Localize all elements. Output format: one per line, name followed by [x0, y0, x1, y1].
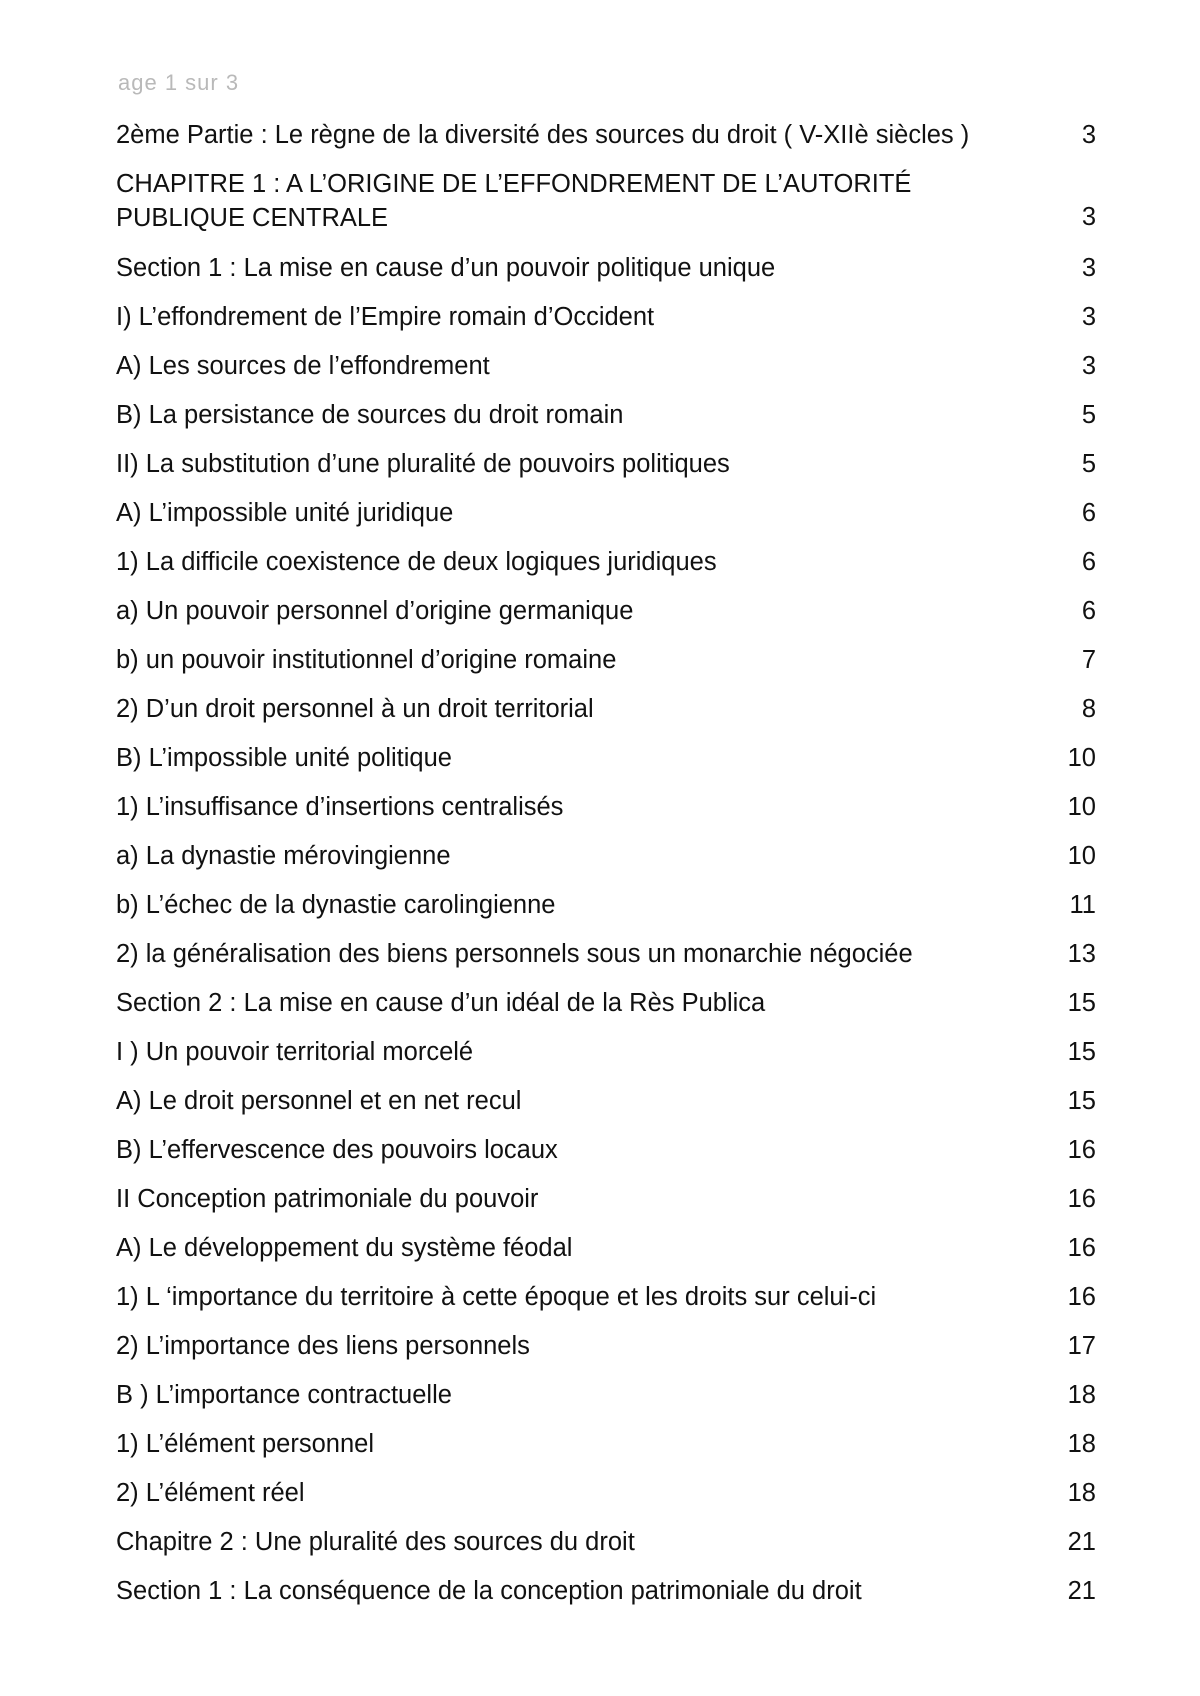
toc-entry[interactable]	[116, 537, 1096, 586]
toc-entry-label: A) Le développement du système féodal	[116, 1233, 573, 1262]
toc-entry[interactable]	[116, 831, 1096, 880]
toc-entry-label: 1) L’élément personnel	[116, 1429, 375, 1458]
toc-entry-label: a) La dynastie mérovingienne	[116, 841, 451, 870]
toc-entry-page: 5	[1081, 400, 1096, 429]
toc-entry[interactable]	[116, 1223, 1096, 1272]
toc-entry[interactable]	[116, 1125, 1096, 1174]
toc-entry[interactable]	[116, 684, 1096, 733]
toc-entry-label: Section 2 : La mise en cause d’un idéal de la Rès Publica	[116, 988, 766, 1017]
page-header-faint: age 1 sur 3	[118, 70, 240, 95]
toc-entry-page: 10	[1067, 792, 1096, 821]
toc-entry[interactable]	[116, 978, 1096, 1027]
toc-entry-page: 6	[1081, 498, 1096, 527]
toc-entry[interactable]	[116, 635, 1096, 684]
toc-entry-page: 16	[1067, 1184, 1096, 1213]
toc-entry[interactable]	[116, 880, 1096, 929]
toc-entry-label: a) Un pouvoir personnel d’origine germanique	[116, 596, 634, 625]
toc-entry-page: 11	[1069, 890, 1096, 919]
toc-entry[interactable]	[116, 243, 1096, 292]
toc-entry[interactable]	[116, 159, 1096, 243]
toc-entry-page: 18	[1067, 1429, 1096, 1458]
toc-entry-page: 6	[1081, 596, 1096, 625]
toc-entry-page: 18	[1067, 1478, 1096, 1507]
toc-entry-label: B ) L’importance contractuelle	[116, 1380, 452, 1409]
toc-entry-page: 16	[1067, 1233, 1096, 1262]
toc-entry-page: 3	[1081, 203, 1096, 231]
toc-entry-label: 1) L’insuffisance d’insertions centralisés	[116, 792, 564, 821]
toc-entry-label: B) L’impossible unité politique	[116, 743, 452, 772]
table-of-contents	[116, 110, 1096, 1615]
toc-entry-page: 7	[1081, 645, 1096, 674]
toc-entry[interactable]	[116, 1419, 1096, 1468]
toc-entry[interactable]	[116, 292, 1096, 341]
toc-entry-label: 2) L’élément réel	[116, 1478, 305, 1507]
toc-entry-page: 21	[1067, 1527, 1096, 1556]
toc-entry-label: Chapitre 2 : Une pluralité des sources du droit	[116, 1527, 635, 1556]
toc-entry-label: CHAPITRE 1 : A L’ORIGINE DE L’EFFONDREMENT DE L’AUTORITÉ PUBLIQUE CENTRALE	[116, 170, 912, 232]
toc-entry[interactable]	[116, 1370, 1096, 1419]
toc-entry-label: 1) L ‘importance du territoire à cette époque et les droits sur celui-ci	[116, 1282, 877, 1311]
toc-entry-label: B) La persistance de sources du droit romain	[116, 400, 624, 429]
toc-entry[interactable]	[116, 1517, 1096, 1566]
toc-entry-label: 2ème Partie : Le règne de la diversité des sources du droit ( V-XIIè siècles )	[116, 120, 970, 149]
toc-entry-page: 10	[1067, 841, 1096, 870]
toc-entry-page: 6	[1081, 547, 1096, 576]
toc-entry[interactable]	[116, 341, 1096, 390]
toc-entry-label: 2) D’un droit personnel à un droit territorial	[116, 694, 594, 723]
toc-entry-page: 8	[1081, 694, 1096, 723]
toc-entry[interactable]	[116, 1174, 1096, 1223]
toc-entry[interactable]	[116, 1027, 1096, 1076]
toc-entry-page: 3	[1081, 120, 1096, 149]
toc-entry[interactable]	[116, 1566, 1096, 1615]
toc-entry[interactable]	[116, 488, 1096, 537]
toc-entry-label: I ) Un pouvoir territorial morcelé	[116, 1037, 474, 1066]
toc-entry[interactable]	[116, 782, 1096, 831]
toc-entry-label: I) L’effondrement de l’Empire romain d’Occident	[116, 302, 655, 331]
toc-entry-page: 15	[1067, 988, 1096, 1017]
toc-entry-page: 16	[1067, 1135, 1096, 1164]
toc-entry-label: A) Les sources de l’effondrement	[116, 351, 490, 380]
toc-entry-page: 10	[1067, 743, 1096, 772]
toc-entry-label: Section 1 : La mise en cause d’un pouvoir politique unique	[116, 253, 776, 282]
toc-entry-page: 18	[1067, 1380, 1096, 1409]
toc-entry[interactable]	[116, 1321, 1096, 1370]
toc-entry-page: 21	[1067, 1576, 1096, 1605]
toc-entry-page: 17	[1067, 1331, 1096, 1360]
toc-entry-page: 5	[1081, 449, 1096, 478]
toc-entry-page: 15	[1067, 1037, 1096, 1066]
toc-entry-page: 3	[1081, 351, 1096, 380]
toc-entry-label: A) L’impossible unité juridique	[116, 498, 454, 527]
toc-entry-label: A) Le droit personnel et en net recul	[116, 1086, 522, 1115]
toc-entry[interactable]	[116, 929, 1096, 978]
toc-entry-label: II Conception patrimoniale du pouvoir	[116, 1184, 539, 1213]
toc-entry-label: b) L’échec de la dynastie carolingienne	[116, 890, 556, 919]
toc-entry[interactable]	[116, 733, 1096, 782]
toc-entry[interactable]	[116, 110, 1096, 159]
toc-entry-page: 16	[1067, 1282, 1096, 1311]
toc-entry-label: 1) La difficile coexistence de deux logiques juridiques	[116, 547, 717, 576]
toc-entry[interactable]	[116, 390, 1096, 439]
toc-entry-page: 3	[1081, 302, 1096, 331]
toc-entry[interactable]	[116, 439, 1096, 488]
toc-entry-page: 3	[1081, 253, 1096, 282]
toc-entry[interactable]	[116, 1076, 1096, 1125]
toc-entry[interactable]	[116, 1272, 1096, 1321]
toc-entry-label: 2) la généralisation des biens personnels sous un monarchie négociée	[116, 939, 913, 968]
toc-entry-page: 13	[1067, 939, 1096, 968]
toc-entry[interactable]	[116, 586, 1096, 635]
toc-entry[interactable]	[116, 1468, 1096, 1517]
toc-entry-label: Section 1 : La conséquence de la conception patrimoniale du droit	[116, 1576, 862, 1605]
toc-entry-label: 2) L’importance des liens personnels	[116, 1331, 530, 1360]
toc-entry-label: b) un pouvoir institutionnel d’origine romaine	[116, 645, 617, 674]
toc-entry-page: 15	[1067, 1086, 1096, 1115]
toc-entry-label: II) La substitution d’une pluralité de pouvoirs politiques	[116, 449, 730, 478]
toc-entry-label: B) L’effervescence des pouvoirs locaux	[116, 1135, 558, 1164]
